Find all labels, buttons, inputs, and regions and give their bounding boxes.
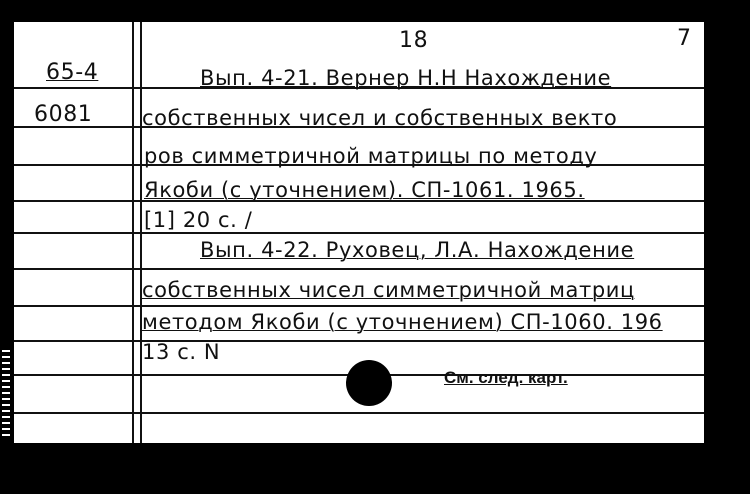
entry-line: Вып. 4-21. Вернер Н.Н Нахождение xyxy=(200,66,612,90)
entry-line: методом Якоби (с уточнением) СП-1060. 196 xyxy=(142,310,663,334)
ruled-line xyxy=(14,232,704,234)
entry-line: ров симметричной матрицы по методу xyxy=(144,144,598,168)
corner-mark: 7 xyxy=(677,26,692,51)
catalog-card xyxy=(14,22,704,443)
ruled-line xyxy=(14,268,704,270)
entry-line: [1] 20 с. / xyxy=(144,208,253,232)
page-number: 18 xyxy=(399,28,429,53)
entry-line: Вып. 4-22. Руховец, Л.А. Нахождение xyxy=(200,238,635,262)
ruled-line xyxy=(14,340,704,342)
entry-line: собственных чисел и собственных векто xyxy=(142,106,618,130)
continuation-stamp: См. след. карт. xyxy=(444,368,568,387)
entry-line: собственных чисел симметричной матриц xyxy=(142,278,635,302)
entry-line: Якоби (с уточнением). СП-1061. 1965. xyxy=(144,178,585,202)
inventory-number: 6081 xyxy=(34,102,93,127)
entry-line: 13 с. N xyxy=(142,340,221,364)
ruled-line xyxy=(14,412,704,414)
margin-line xyxy=(140,22,142,443)
margin-line xyxy=(132,22,134,443)
classification-code: 65-4 xyxy=(46,60,99,85)
punch-hole xyxy=(346,360,392,406)
scanner-edge-marks xyxy=(2,350,10,440)
ruled-line xyxy=(14,305,704,307)
